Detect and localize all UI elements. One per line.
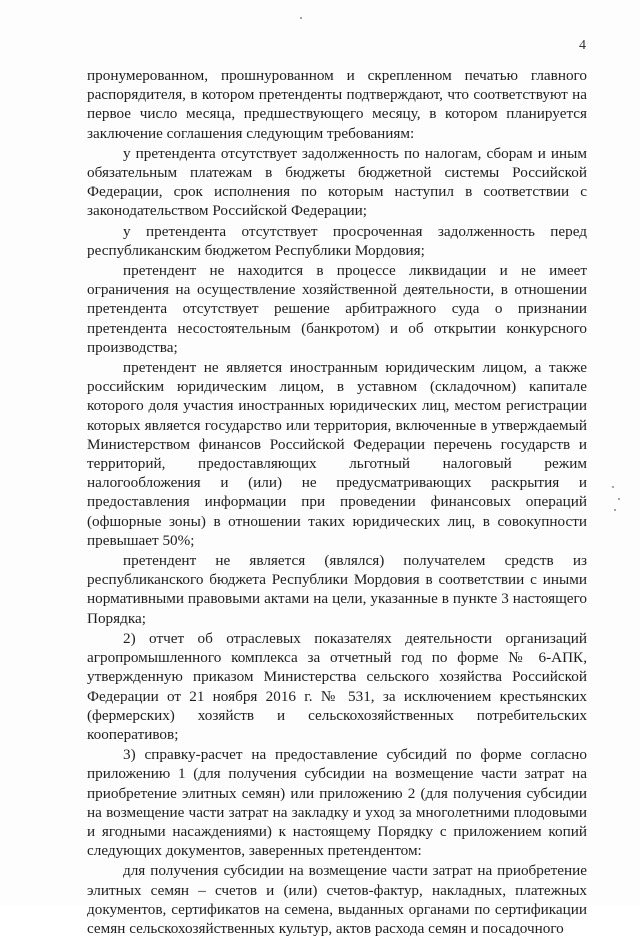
paragraph-not-in-liquidation: претендент не находится в процессе ликвидации и не имеет ограничения на осуществление хозяйственной деятельности, в отношении претендента отсутствует решение арбитражного суда о признании претендента несостоятельным (банкротом) и об открытии конкурсного производства;	[87, 262, 587, 356]
paragraph-item-2-report: 2) отчет об отраслевых показателях деятельности организаций агропромышленного комплекса за отчетный год по форме № 6-АПК, утвержденную приказом Министерства сельского хозяйства Российской Федерации от 21 ноября 2016 г. № 531, за исключением крестьянских (фермерских) хозяйств и сельскохозяйственных потребительских кооперативов;	[87, 629, 587, 743]
paragraph-not-recipient: претендент не является (являлся) получателем средств из республиканского бюджета Республики Мордовия в соответствии с иными нормативными правовыми актами на цели, указанные в пункте 3 настоящего Порядка;	[87, 552, 587, 627]
paragraph-not-foreign-entity: претендент не является иностранным юридическим лицом, а также российским юридическим лицом, в уставном (складочном) капитале которого доля участия иностранных юридических лиц, местом регистрации которых является государство или территория, включенные в утверждаемый Министерством финансов Российской Федерации перечень государств и территорий, предоставляющих льготный налоговый режим налогообложения и (или) не предусматривающих раскрытия и предоставления информации при проведении финансовых операций (офшорные зоны) в отношении таких юридических лиц, в совокупности превышает 50%;	[87, 359, 587, 549]
paragraph-elite-seeds-documents: для получения субсидии на возмещение части затрат на приобретение элитных семян – счетов и (или) счетов-фактур, накладных, платежных документов, сертификатов на семена, выданных органами по сертификации семян сельскохозяйственных культур, актов расхода семян и посадочного	[87, 862, 587, 937]
page-number: 4	[579, 38, 586, 53]
paragraph-no-tax-debt: у претендента отсутствует задолженность по налогам, сборам и иным обязательным платежам в бюджеты бюджетной системы Российской Федерации, срок исполнения по которым наступил в соответствии с законодательством Российской Федерации;	[87, 144, 587, 220]
paragraph-no-overdue-debt: у претендента отсутствует просроченная задолженность перед республиканским бюджетом Республики Мордовия;	[87, 222, 587, 259]
paragraph-item-3-calculation: 3) справку-расчет на предоставление субсидий по форме согласно приложению 1 (для получения субсидии на возмещение части затрат на приобретение элитных семян) или приложению 2 (для получения субсидии на возмещение части затрат на закладку и уход за многолетними плодовыми и ягодными насаждениями) к настоящему Порядку с приложением копий следующих документов, заверенных претендентом:	[87, 746, 587, 860]
paragraph-intro: пронумерованном, прошнурованном и скрепленном печатью главного распорядителя, в котором претенденты подтверждают, что соответствуют на первое число месяца, предшествующего месяцу, в котором планируется заключение соглашения следующим требованиям:	[87, 67, 587, 142]
scan-speck	[300, 17, 302, 19]
scan-speck	[618, 498, 620, 500]
scan-speck	[614, 509, 616, 511]
scan-speck	[612, 486, 614, 488]
document-body	[87, 66, 587, 938]
